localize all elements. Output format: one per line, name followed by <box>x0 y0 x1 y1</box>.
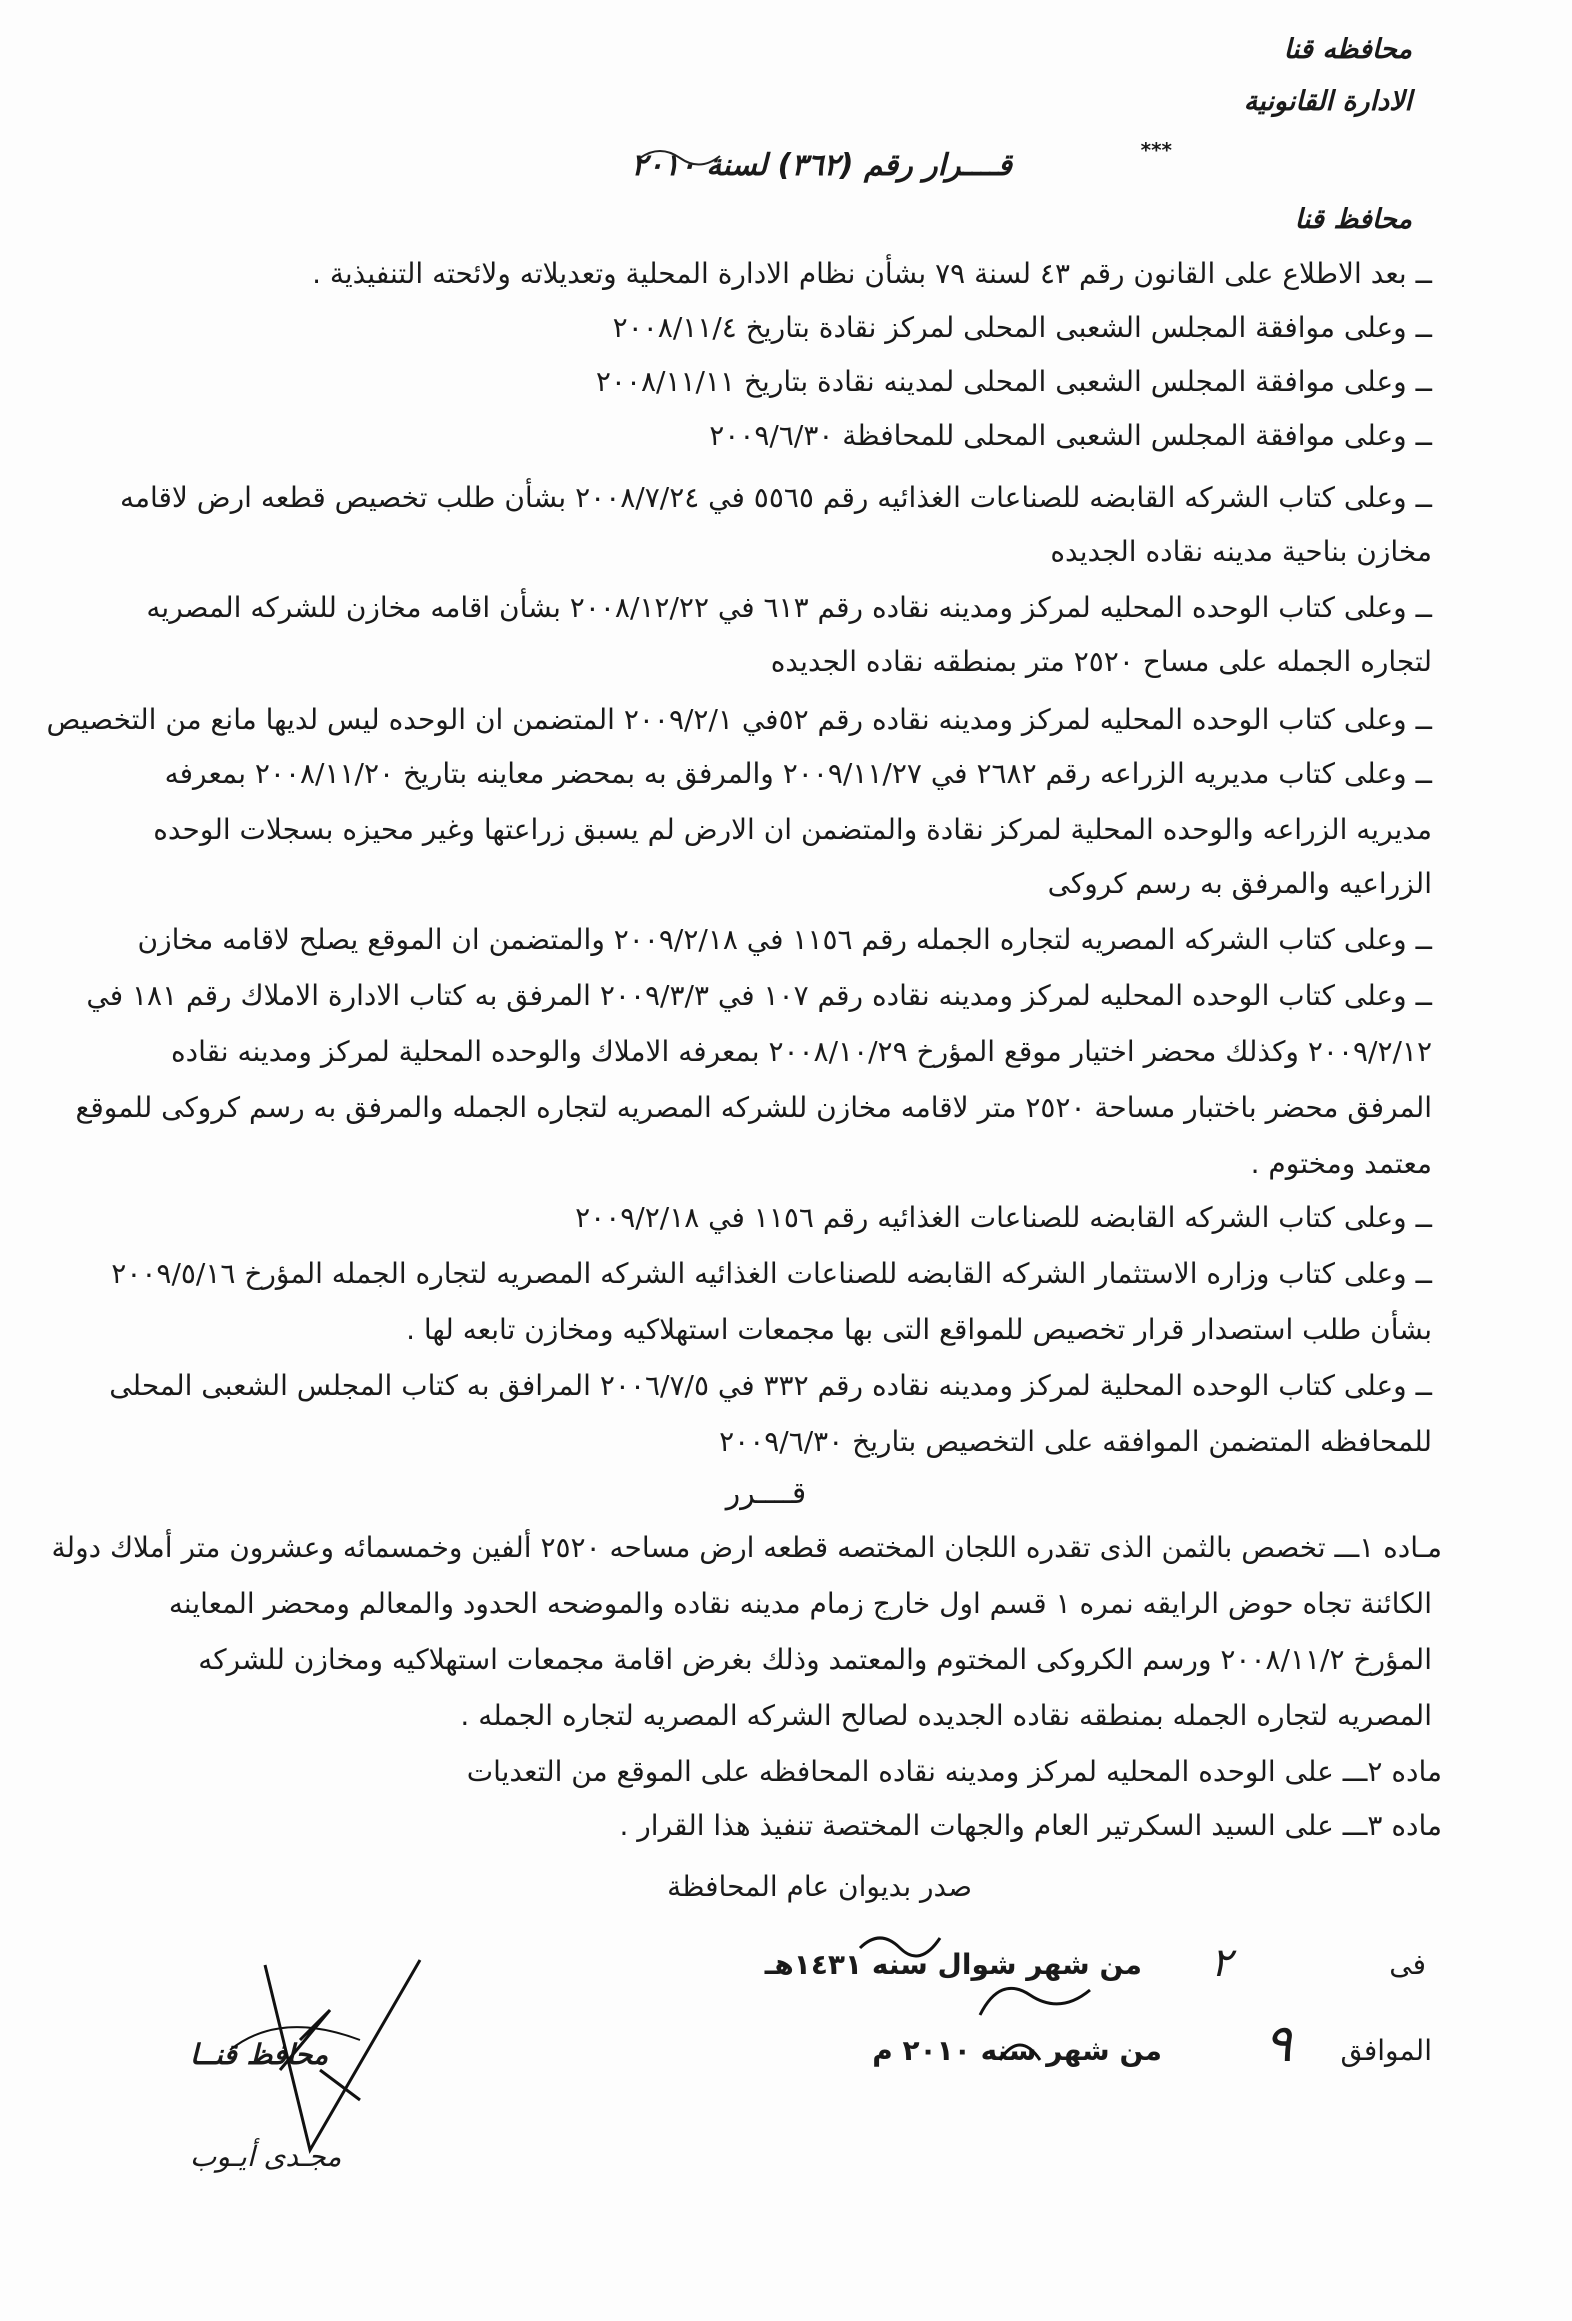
preamble-line: ٢٠٠٩/٢/١٢ وكذلك محضر اختيار موقع المؤرخ ٢٠٠٨/١٠/٢٩ بمعرفه الاملاك والوحده المحلية لمركز ومدينه نقاده <box>170 1035 1432 1068</box>
signatory-name: مجـدى أيـوب <box>190 2140 342 2173</box>
article-line: الكائنة تجاه حوض الرايقه نمره ١ قسم اول خارج زمام مدينه نقاده والموضحه الحدود والمعالم ومحضر المعاينه <box>168 1587 1432 1620</box>
stars-mark: *** <box>1140 138 1172 162</box>
preamble-line: ــ وعلى كتاب الوحده المحليه لمركز ومدينه نقاده رقم ١٠٧ في ٢٠٠٩/٣/٣ المرفق به كتاب الادارة الاملاك رقم ١٨١ في <box>86 979 1432 1012</box>
preamble-line: ــ وعلى كتاب الوحده المحلية لمركز ومدينه نقاده رقم ٣٣٢ في ٢٠٠٦/٧/٥ المرافق به كتاب المجلس الشعبى المحلى <box>109 1369 1432 1402</box>
department-label: الادارة القانونية <box>1243 86 1412 117</box>
preamble-line: ــ بعد الاطلاع على القانون رقم ٤٣ لسنة ٧٩ بشأن نظام الادارة المحلية وتعديلاته ولائحته التنفيذية . <box>312 257 1432 290</box>
article-line: ماده ٢ـــ على الوحده المحليه لمركز ومدينه نقاده المحافظه على الموقع من التعديات <box>466 1755 1442 1788</box>
preamble-line: ــ وعلى كتاب الشركه القابضه للصناعات الغذائيه رقم ١١٥٦ في ٢٠٠٩/٢/١٨ <box>575 1201 1432 1234</box>
greg-month-handwriting <box>980 1988 1090 2060</box>
preamble-line: لتجاره الجمله على مساح ٢٥٢٠ متر بمنطقه نقاده الجديده <box>770 645 1432 678</box>
decree-title: قــــرار رقم (٣٦٢) لسنة ٢٠١٠ <box>631 148 1012 183</box>
preamble-line: ــ وعلى موافقة المجلس الشعبى المحلى لمدينه نقادة بتاريخ ٢٠٠٨/١١/١١ <box>595 365 1432 398</box>
governor-signature <box>265 1960 420 2150</box>
greg-date-text: من شهر سنه ٢٠١٠ م <box>872 2034 1162 2067</box>
preamble-line: ــ وعلى كتاب الشركه المصريه لتجاره الجمله رقم ١١٥٦ في ٢٠٠٩/٢/١٨ والمتضمن ان الموقع يصلح لاقامه مخازن <box>137 923 1432 956</box>
preamble-line: الزراعيه والمرفق به رسم كروكى <box>1047 867 1432 900</box>
article-line: المؤرخ ٢٠٠٨/١١/٢ ورسم الكروكى المختوم والمعتمد وذلك بغرض اقامة مجمعات استهلاكيه ومخازن للشركه <box>198 1643 1432 1676</box>
hijri-day: ٢ <box>1210 1940 1232 1986</box>
article-line: ماده ٣ـــ على السيد السكرتير العام والجهات المختصة تنفيذ هذا القرار . <box>619 1809 1442 1842</box>
article-line: المصريه لتجاره الجمله بمنطقه نقاده الجديده لصالح الشركه المصريه لتجاره الجمله . <box>460 1699 1432 1732</box>
preamble-line: ــ وعلى كتاب الوحده المحليه لمركز ومدينه نقاده رقم ٦١٣ في ٢٠٠٨/١٢/٢٢ بشأن اقامه مخازن للشركه المصريه <box>146 591 1432 624</box>
preamble-line: ــ وعلى كتاب مديريه الزراعه رقم ٢٦٨٢ في ٢٠٠٩/١١/٢٧ والمرفق به بمحضر معاينه بتاريخ ٢٠٠٨/١١/٢٠ بمعرفه <box>164 757 1432 790</box>
governorate-label: محافظه قنا <box>1283 34 1412 65</box>
hijri-month-handwriting <box>860 1938 940 1956</box>
hijri-prefix: فى <box>1389 1948 1426 1981</box>
preamble-line: بشأن طلب استصدار قرار تخصيص للمواقع التى بها مجمعات استهلاكيه ومخازن تابعه لها . <box>406 1313 1432 1346</box>
preamble-line: ــ وعلى كتاب الوحده المحليه لمركز ومدينه نقاده رقم ٥٢في ٢٠٠٩/٢/١ المتضمن ان الوحده ليس لديها مانع من التخصيص <box>46 703 1432 736</box>
decree-number-scribble <box>640 151 720 165</box>
hijri-date-text: من شهر شوال سنه ١٤٣١هـ <box>764 1948 1142 1981</box>
signature-flourish <box>230 2027 360 2050</box>
preamble-line: ــ وعلى كتاب الشركه القابضه للصناعات الغذائيه رقم ٥٥٦٥ في ٢٠٠٨/٧/٢٤ بشأن طلب تخصيص قطعه ارض لاقامه <box>119 481 1432 514</box>
article-line: مـاده ١ـــ تخصص بالثمن الذى تقدره اللجان المختصه قطعه ارض مساحه ٢٥٢٠ ألفين وخمسمائه وعشرون متر أملاك دولة <box>51 1531 1442 1564</box>
governor-heading: محافظ قنا <box>1294 204 1412 235</box>
preamble-line: ــ وعلى موافقة المجلس الشعبى المحلى للمحافظة ٢٠٠٩/٦/٣٠ <box>709 419 1432 452</box>
preamble-line: للمحافظه المتضمن الموافقه على التخصيص بتاريخ ٢٠٠٩/٦/٣٠ <box>719 1425 1432 1458</box>
preamble-line: ــ وعلى كتاب وزاره الاستثمار الشركه القابضه للصناعات الغذائيه الشركه المصريه لتجاره الجمله المؤرخ ٢٠٠٩/٥/١٦ <box>111 1257 1432 1290</box>
preamble-line: معتمد ومختوم . <box>1250 1147 1432 1180</box>
decision-heading: قــــرر <box>725 1476 807 1511</box>
greg-prefix: الموافق <box>1340 2034 1432 2067</box>
signatory-title: محافظ قنــا <box>190 2038 329 2071</box>
preamble-line: ــ وعلى موافقة المجلس الشعبى المحلى لمركز نقادة بتاريخ ٢٠٠٨/١١/٤ <box>612 311 1432 344</box>
preamble-line: مخازن بناحية مدينه نقاده الجديده <box>1050 535 1432 568</box>
preamble-line: مديريه الزراعه والوحده المحلية لمركز نقادة والمتضمن ان الارض لم يسبق زراعتها وغير محيزه بسجلات الوحده <box>153 813 1432 846</box>
issued-line: صدر بديوان عام المحافظة <box>667 1870 972 1903</box>
preamble-line: المرفق محضر باختبار مساحة ٢٥٢٠ متر لاقامه مخازن للشركه المصريه لتجاره الجمله والمرفق به رسم كروكى للموقع <box>75 1091 1432 1124</box>
greg-day: ٩ <box>1264 2014 1292 2074</box>
